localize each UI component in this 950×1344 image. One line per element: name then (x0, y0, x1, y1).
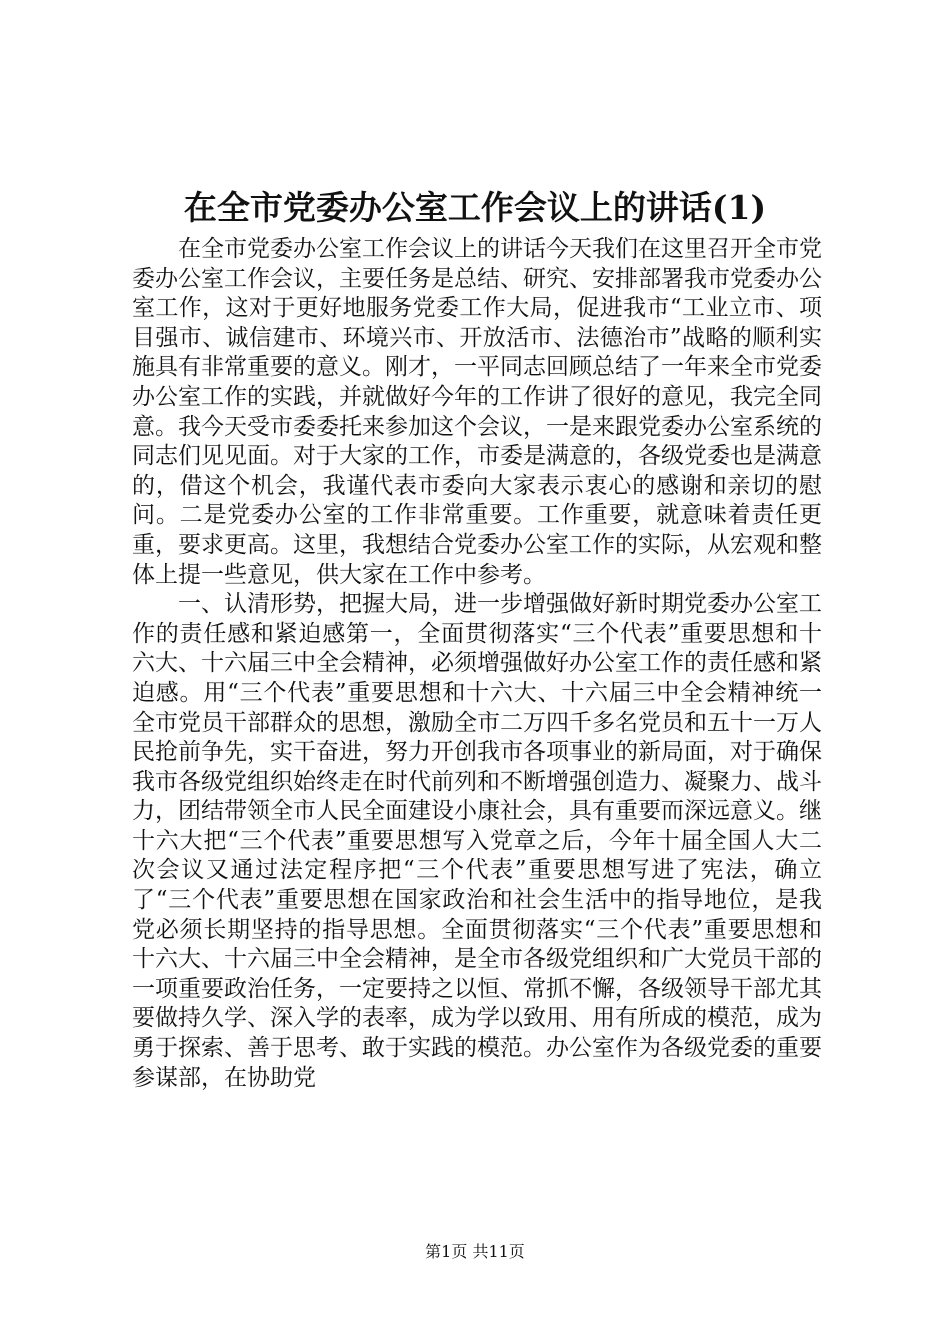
document-body (132, 235, 822, 1093)
paragraph-intro: 在全市党委办公室工作会议上的讲话今天我们在这里召开全市党委办公室工作会议，主要任务是总结、研究、安排部署我市党委办公室工作，这对于更好地服务党委工作大局，促进我市“工业立市、项目强市、诚信建市、环境兴市、开放活市、法德治市”战略的顺利实施具有非常重要的意义。刚才，一平同志回顾总结了一年来全市党委办公室工作的实践，并就做好今年的工作讲了很好的意见，我完全同意。我今天受市委委托来参加这个会议，一是来跟党委办公室系统的同志们见见面。对于大家的工作，市委是满意的，各级党委也是满意的，借这个机会，我谨代表市委向大家表示衷心的感谢和亲切的慰问。二是党委办公室的工作非常重要。工作重要，就意味着责任更重，要求更高。这里，我想结合党委办公室工作的实际，从宏观和整体上提一些意见，供大家在工作中参考。 (132, 236, 822, 588)
page-number-footer: 第1页 共11页 (425, 1242, 525, 1261)
paragraph-section-one: 一、认清形势，把握大局，进一步增强做好新时期党委办公室工作的责任感和紧迫感第一，全面贯彻落实“三个代表”重要思想和十六大、十六届三中全会精神，必须增强做好办公室工作的责任感和紧迫感。用“三个代表”重要思想和十六大、十六届三中全会精神统一全市党员干部群众的思想，激励全市二万四千多名党员和五十一万人民抢前争先，实干奋进，努力开创我市各项事业的新局面，对于确保我市各级党组织始终走在时代前列和不断增强创造力、凝聚力、战斗力，团结带领全市人民全面建设小康社会，具有重要而深远意义。继十六大把“三个代表”重要思想写入党章之后，今年十届全国人大二次会议又通过法定程序把“三个代表”重要思想写进了宪法，确立了“三个代表”重要思想在国家政治和社会生活中的指导地位，是我党必须长期坚持的指导思想。全面贯彻落实“三个代表”重要思想和十六大、十六届三中全会精神，是全市各级党组织和广大党员干部的一项重要政治任务，一定要持之以恒、常抓不懈，各级领导干部尤其要做持久学、深入学的表率，成为学以致用、用有所成的模范，成为勇于探索、善于思考、敢于实践的模范。办公室作为各级党委的重要参谋部，在协助党 (132, 591, 822, 1091)
document-title: 在全市党委办公室工作会议上的讲话(1) (183, 188, 767, 227)
